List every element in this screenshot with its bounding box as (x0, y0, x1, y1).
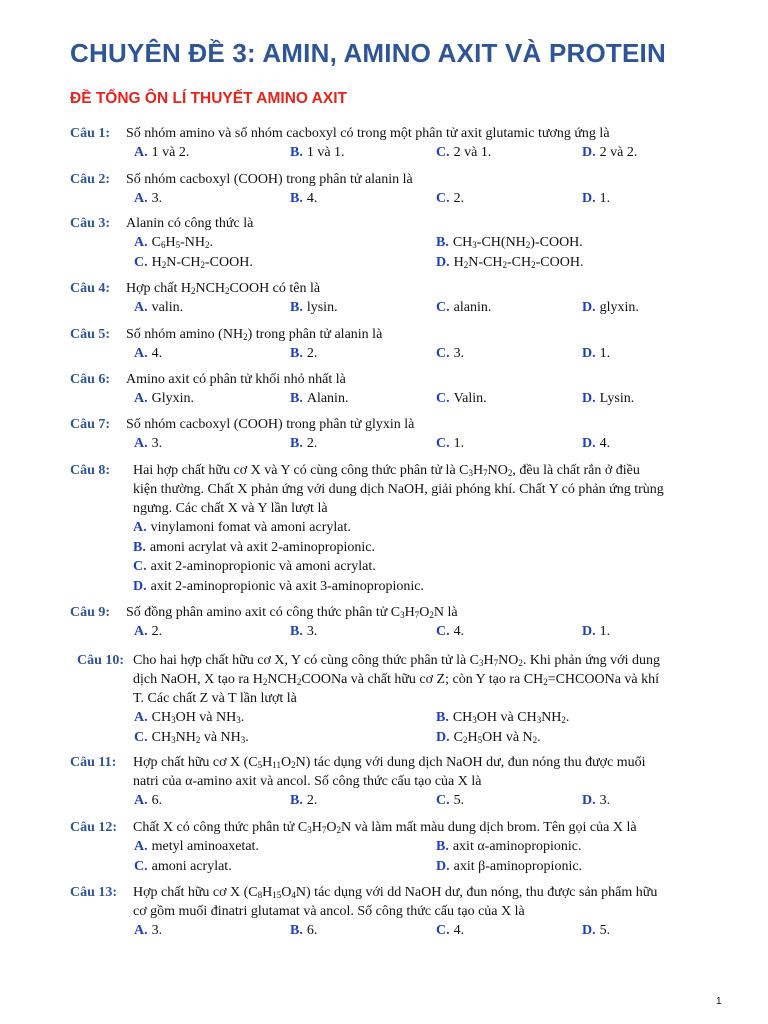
option-d: D. axit 2-aminopropionic và axit 3-aminopropionic. (133, 578, 424, 594)
question-6 (70, 370, 730, 409)
question-10 (77, 651, 733, 748)
option-c: C. Valin. (436, 391, 487, 406)
question-2 (70, 170, 730, 209)
option-c: C. alanin. (436, 300, 492, 315)
option-b: B. 2. (290, 793, 318, 808)
question-text-line: Hợp chất hữu cơ X $(C_8H_{15}O_4N)$ tác dụng với dd NaOH dư, đun nóng, thu được sản phẩm hữu (133, 885, 658, 900)
option-a: A. 1 và 2. (134, 145, 190, 160)
page-subtitle: ĐỀ TỔNG ÔN LÍ THUYẾT AMINO AXIT (70, 90, 347, 107)
question-text: Số nhóm amino $(NH_2)$ trong phân tử alanin là (126, 327, 383, 342)
question-9 (70, 603, 730, 642)
option-a: A. 4. (134, 346, 163, 361)
option-b: B. lysin. (290, 300, 338, 315)
question-text: Số nhóm amino và số nhóm cacboxyl có trong một phân tử axit glutamic tương ứng là (126, 126, 610, 141)
option-a: A. $CH_3OH$ và $NH_3$. (134, 710, 245, 725)
option-a: A. 3. (134, 923, 163, 938)
question-text: Chất X có công thức phân tử $C_3H_7O_2N$ và làm mất màu dung dịch brom. Tên gọi của X là (133, 820, 637, 835)
option-b: B. 2. (290, 436, 318, 451)
question-label: Câu 3: (70, 216, 111, 231)
question-label: Câu 12: (70, 820, 118, 835)
question-label: Câu 10: (77, 653, 125, 668)
option-d: D. $C_2H_5OH$ và $N_2$. (436, 730, 541, 745)
option-d: D. 5. (582, 923, 611, 938)
option-b: B. $CH_3OH$ và $CH_3NH_2$. (436, 710, 570, 725)
question-text-line: Hợp chất hữu cơ X $(C_5H_{11}O_2N)$ tác dụng với dung dịch NaOH dư, đun nóng thu được muối (133, 755, 646, 770)
option-d: D. 1. (582, 624, 611, 639)
option-b: B. 1 và 1. (290, 145, 345, 160)
question-text-line: natri của α-amino axit và ancol. Số công thức cấu tạo của X là (133, 774, 482, 789)
question-text-line: cơ gồm muối đinatri glutamat và ancol. Số công thức cấu tạo của X là (133, 904, 525, 919)
option-c: C. 2. (436, 191, 465, 206)
option-a: A. 2. (134, 624, 163, 639)
question-label: Câu 4: (70, 281, 111, 296)
option-c: C. amoni acrylat. (134, 859, 232, 874)
option-a: A. 3. (134, 436, 163, 451)
question-text-line: Cho hai hợp chất hữu cơ X, Y có cùng công thức phân tử là $C_3H_7NO_2$. Khi phản ứng với dung (133, 653, 660, 668)
option-b: B. 3. (290, 624, 318, 639)
question-7 (70, 415, 730, 454)
option-b: B. $CH_3-CH(NH_2)$-COOH. (436, 235, 583, 250)
question-label: Câu 11: (70, 755, 117, 770)
question-label: Câu 13: (70, 885, 118, 900)
question-label: Câu 6: (70, 372, 111, 387)
question-text: Số đồng phân amino axit có công thức phân tử $C_3H_7O_2N$ là (126, 605, 458, 620)
question-text: Số nhóm cacboxyl (COOH) trong phân tử alanin là (126, 172, 413, 187)
option-a: A. metyl aminoaxetat. (134, 839, 259, 854)
question-text: Số nhóm cacboxyl (COOH) trong phân tử glyxin là (126, 417, 415, 432)
question-text-line: dịch NaOH, X tạo ra $H_2NCH_2COONa$ và chất hữu cơ Z; còn Y tạo ra $CH_2=CHCOONa$ và khí (133, 672, 660, 687)
question-label: Câu 5: (70, 327, 111, 342)
option-d: D. 4. (582, 436, 611, 451)
question-label: Câu 9: (70, 605, 111, 620)
option-d: D. axit β-aminopropionic. (436, 859, 583, 874)
question-8 (70, 461, 730, 596)
option-d: D. Lysin. (582, 391, 635, 406)
option-d: D. 3. (582, 793, 611, 808)
option-b: B. Alanin. (290, 391, 349, 406)
option-c: C. 4. (436, 624, 465, 639)
option-b: B. amoni acrylat và axit 2-aminopropionic. (133, 539, 375, 555)
question-text-line: ngưng. Các chất X và Y lần lượt là (133, 501, 328, 516)
question-label: Câu 7: (70, 417, 111, 432)
question-text: Hợp chất $H_2NCH_2COOH$ có tên là (126, 281, 321, 296)
option-c: C. axit 2-aminopropionic và amoni acrylat. (133, 559, 376, 574)
question-text-line: Hai hợp chất hữu cơ X và Y có cùng công thức phân tử là $C_3H_7NO_2$, đều là chất rắn ở điều (133, 463, 640, 478)
question-label: Câu 8: (70, 463, 111, 478)
option-b: B. 6. (290, 923, 318, 938)
option-c: C. 1. (436, 436, 465, 451)
option-c: C. 3. (436, 346, 465, 361)
option-a: A. vinylamoni fomat và amoni acrylat. (133, 520, 351, 535)
option-c: C. 5. (436, 793, 465, 808)
option-d: D. glyxin. (582, 300, 639, 315)
option-a: A. 6. (134, 793, 163, 808)
option-c: C. 4. (436, 923, 465, 938)
option-d: D. 1. (582, 191, 611, 206)
option-b: B. 2. (290, 346, 318, 361)
option-d: D. 1. (582, 346, 611, 361)
option-c: C. 2 và 1. (436, 145, 492, 160)
option-c: C. $H_2N-CH_2$-COOH. (134, 255, 253, 270)
question-label: Câu 1: (70, 126, 111, 141)
question-text-line: T. Các chất Z và T lần lượt là (133, 691, 297, 706)
question-text-line: kiện thường. Chất X phản ứng với dung dịch NaOH, giải phóng khí. Chất Y có phản ứng trùng (133, 482, 664, 497)
option-c: C. $CH_3NH_2$ và $NH_3$. (134, 730, 249, 745)
option-b: B. 4. (290, 191, 318, 206)
option-a: A. $C_6H_5-NH_2$. (134, 235, 213, 250)
option-a: A. Glyxin. (134, 391, 195, 406)
question-3 (70, 214, 730, 273)
question-4 (70, 279, 730, 318)
question-label: Câu 2: (70, 172, 111, 187)
question-12 (70, 818, 730, 877)
option-a: A. valin. (134, 300, 184, 315)
option-a: A. 3. (134, 191, 163, 206)
option-d: D. 2 và 2. (582, 145, 638, 160)
question-1 (70, 124, 730, 163)
option-d: D. $H_2N-CH_2-CH_2$-COOH. (436, 255, 584, 270)
option-b: B. axit α-aminopropionic. (436, 839, 582, 854)
page-number: 1 (716, 996, 722, 1007)
question-text: Alanin có công thức là (126, 216, 254, 231)
question-5 (70, 325, 730, 364)
question-13 (70, 883, 730, 941)
question-11 (70, 753, 730, 811)
page-title: CHUYÊN ĐỀ 3: AMIN, AMINO AXIT VÀ PROTEIN (70, 38, 666, 68)
question-text: Amino axit có phân tử khối nhỏ nhất là (126, 372, 346, 387)
